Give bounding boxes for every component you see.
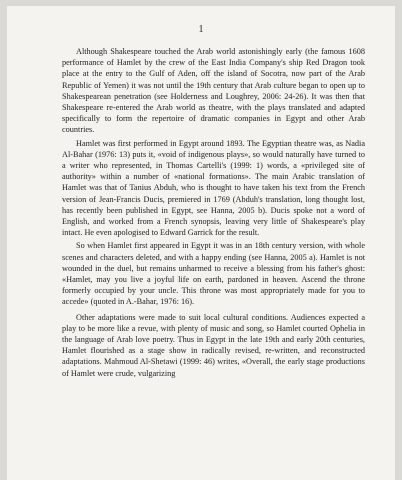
document-page (7, 6, 395, 480)
scan-margin (395, 0, 402, 480)
body-text (62, 46, 365, 381)
paragraph-1: Although Shakespeare touched the Arab world astonishingly early (the famous 1608 performance of Hamlet by the crew of the East India Company's ship Red Dragon took place at the entry to the Gulf of Aden, off the island of Socotra, now part of the Arab Republic of Yemen) it was not until the 19th century that Arab culture began to open up to Shakespearean penetration (see Holderness and Loughrey, 2006: 24-26). It was then that Shakespeare re-entered the Arab world as theatre, with the plays translated and adapted specifically to form the repertoire of dramatic companies in Egypt and other Arab countries. (62, 47, 365, 135)
paragraph-2: Hamlet was first performed in Egypt around 1893. The Egyptian theatre was, as Nadia Al-Bahar (1976: 13) puts it, «void of indigenous plays», so would naturally have turned to a writer who represented, in Thomas Cartelli's (1999: 1) words, a «privileged site of authority» within a number of «national formations». The main Arabic translation of Hamlet was that of Tanius Abduh, who is thought to have taken his text from the French version of Jean-Francis Ducis, premiered in 1769 (Abduh's translation, long thought lost, has recently been published in Egypt, see Hanna, 2005 b). Ducis spoke not a word of English, and worked from a French synopsis, leaving very little of Shakespeare's play intact. He even apologised to Edward Garrick for the result. (62, 138, 365, 238)
paragraph-3: So when Hamlet first appeared in Egypt it was in an 18th century version, with whole scenes and characters deleted, and with a happy ending (see Hanna, 2005 a). Hamlet is not wounded in the duel, but remains unharmed to receive a blessing from his father's ghost: «Hamlet, may you live a joyful life on earth, pardoned in heaven. Ascend the throne formerly occupied by your uncle. This throne was most appropriately made for you to accede» (quoted in A.-Bahar, 1976: 16). (62, 241, 365, 307)
page-number: 1 (198, 24, 204, 35)
paragraph-4: Other adaptations were made to suit local cultural conditions. Audiences expected a play to be more like a revue, with plenty of music and song, so Hamlet courted Ophelia in the language of Arab love poetry. Thus in Egypt in the late 19th and early 20th centuries, Hamlet flourished as a stage show in radically revised, re-written, and reconstructed adaptations. Mahmoud Al-Shetawi (1999: 46) writes, «Overall, the early stage productions of Hamlet were crude, vulgarizing (62, 312, 365, 378)
